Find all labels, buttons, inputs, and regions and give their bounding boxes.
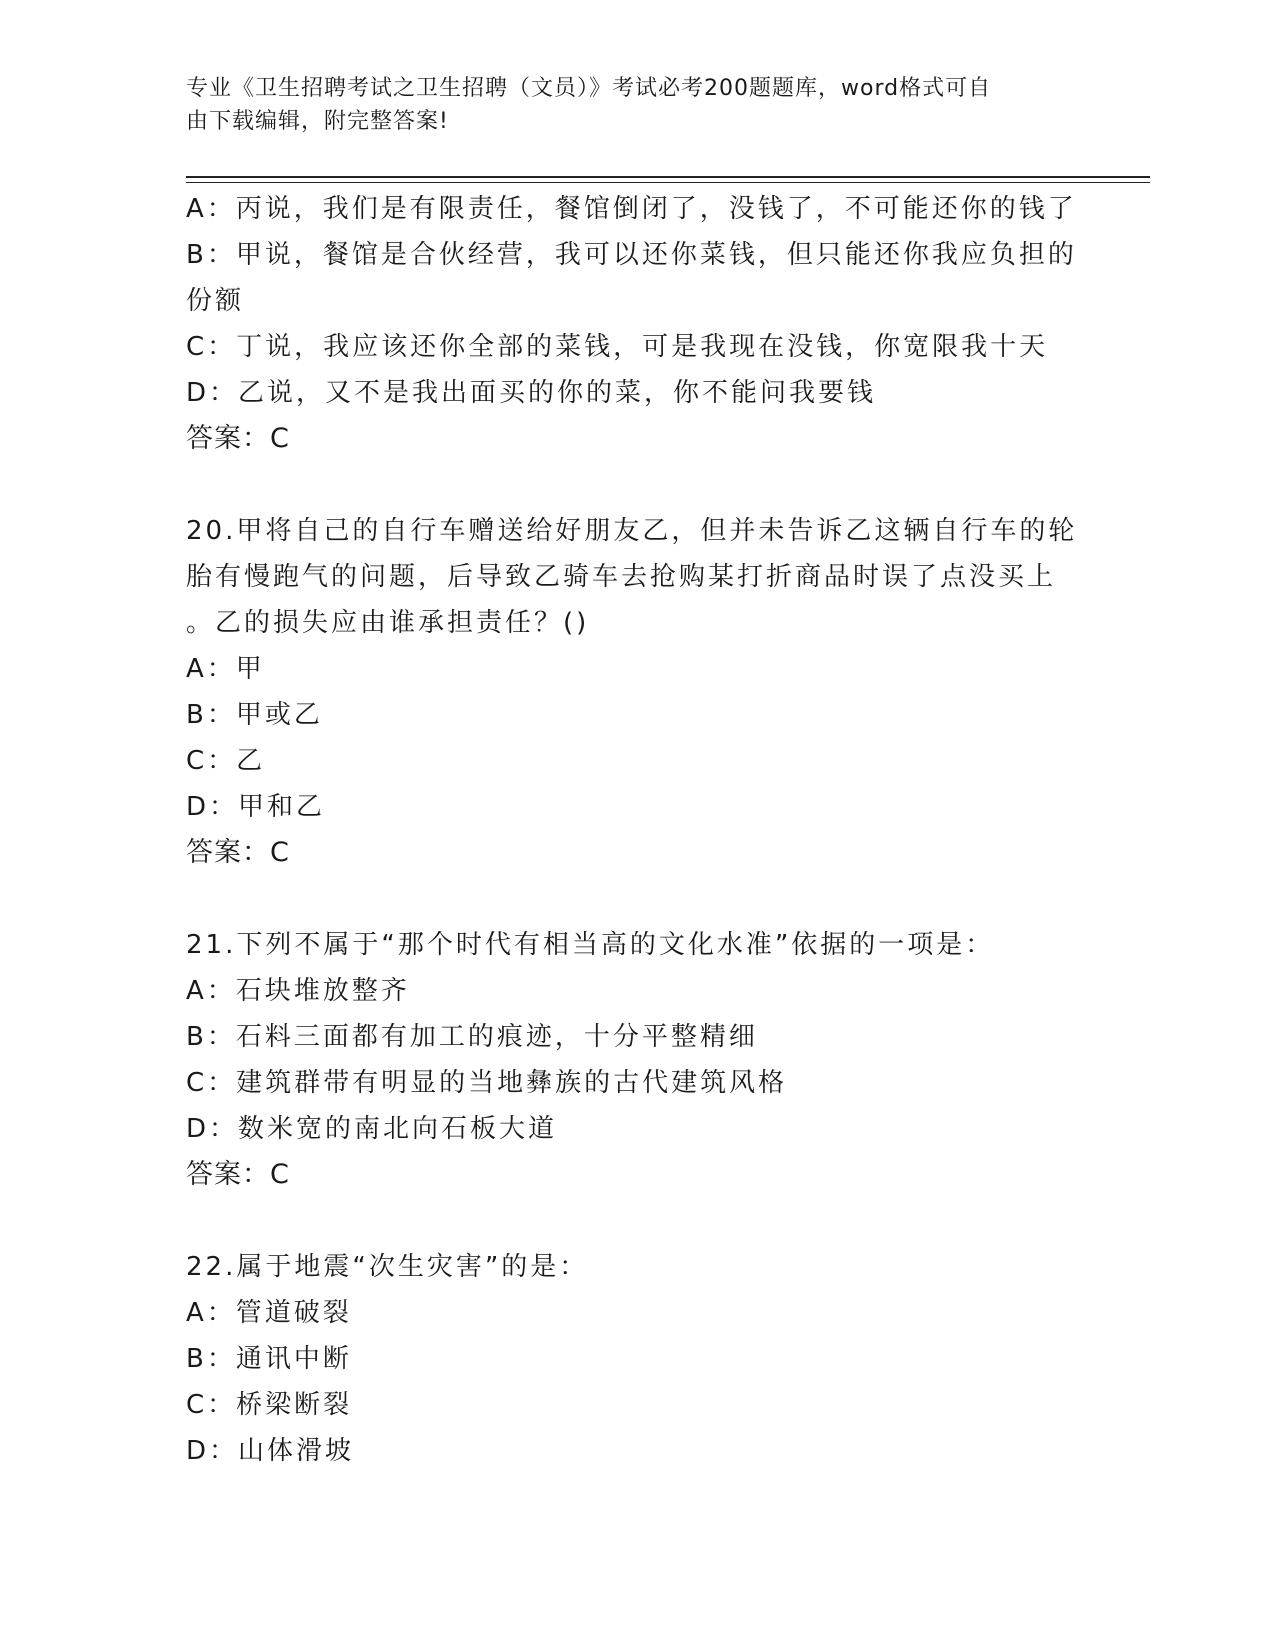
header-rule-thick xyxy=(186,176,1150,178)
answer: 答案：C xyxy=(186,837,290,868)
document-header xyxy=(186,72,1066,138)
option-b: B：甲或乙 xyxy=(186,700,323,730)
question-19 xyxy=(186,186,1086,462)
option-a: A：石块堆放整齐 xyxy=(186,976,410,1006)
question-22 xyxy=(186,1244,1086,1474)
question-21 xyxy=(186,922,1086,1198)
question-stem: 。乙的损失应由谁承担责任？() xyxy=(186,608,590,638)
question-20 xyxy=(186,508,1086,876)
header-line-1: 专业《卫生招聘考试之卫生招聘（文员）》考试必考200题题库，word格式可自 xyxy=(186,76,992,101)
option-d: D：乙说，又不是我出面买的你的菜，你不能问我要钱 xyxy=(186,378,877,408)
option-d: D：甲和乙 xyxy=(186,792,326,822)
option-b-continued: 份额 xyxy=(186,286,245,316)
question-stem: 22.属于地震“次生灾害”的是： xyxy=(186,1252,589,1282)
answer: 答案：C xyxy=(186,423,290,454)
option-c: C：桥梁断裂 xyxy=(186,1390,353,1420)
option-d: D：山体滑坡 xyxy=(186,1436,355,1466)
question-stem: 20.甲将自己的自行车赠送给好朋友乙，但并未告诉乙这辆自行车的轮 xyxy=(186,516,1078,546)
option-c: C：建筑群带有明显的当地彝族的古代建筑风格 xyxy=(186,1068,788,1098)
header-rule-thin xyxy=(186,182,1150,183)
option-a: A：甲 xyxy=(186,654,265,684)
option-c: C：乙 xyxy=(186,746,266,776)
answer: 答案：C xyxy=(186,1159,290,1190)
question-stem: 胎有慢跑气的问题，后导致乙骑车去抢购某打折商品时误了点没买上 xyxy=(186,562,1057,592)
option-a: A：管道破裂 xyxy=(186,1298,352,1328)
spacer xyxy=(186,876,1086,922)
option-b: B：甲说，餐馆是合伙经营，我可以还你菜钱，但只能还你我应负担的 xyxy=(186,240,1077,270)
option-c: C：丁说，我应该还你全部的菜钱，可是我现在没钱，你宽限我十天 xyxy=(186,332,1049,362)
option-b: B：石料三面都有加工的痕迹，十分平整精细 xyxy=(186,1022,758,1052)
document-body xyxy=(186,186,1086,1474)
question-stem: 21.下列不属于“那个时代有相当高的文化水准”依据的一项是： xyxy=(186,930,995,960)
spacer xyxy=(186,1198,1086,1244)
spacer xyxy=(186,462,1086,508)
option-d: D：数米宽的南北向石板大道 xyxy=(186,1114,558,1144)
option-b: B：通讯中断 xyxy=(186,1344,352,1374)
option-a: A：丙说，我们是有限责任，餐馆倒闭了，没钱了，不可能还你的钱了 xyxy=(186,194,1077,224)
header-line-2: 由下载编辑，附完整答案! xyxy=(186,109,449,134)
